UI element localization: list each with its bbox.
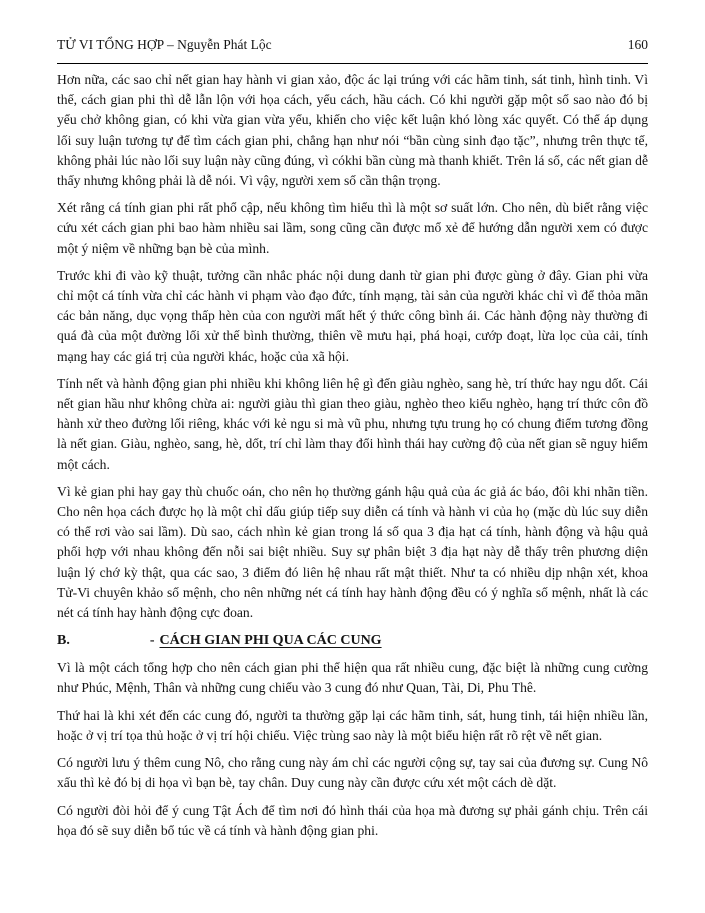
section-heading — [57, 630, 648, 651]
paragraph: Trước khi đi vào kỹ thuật, tưởng cần nhắc phác nội dung danh từ gian phi được gùng ở đây. Gian phi vừa chỉ một cá tính vừa chỉ các hành vi phạm vào đạo đức, tính mạng, tài sản của người khác chỉ vì để thỏa mãn các bản năng, dục vọng thấp hèn của con người mất hết ý thức công bình ái. Các hành động này thường đi quá đà của một đường lối xử thế bình thường, thiên về mưu hại, phá hoại, cướp đoạt, lừa lọc của cải, tính mạng hay các giá trị của người khác, hoặc của xã hội. — [57, 267, 648, 364]
paragraph: Có người đòi hỏi để ý cung Tật Ách để tìm nơi đó hình thái của họa mà đương sự phải gánh chịu. Trên cái họa đó sẽ suy diễn bổ túc về cá tính và hành động gian phi. — [57, 802, 648, 838]
paragraph: Vì là một cách tổng hợp cho nên cách gian phi thể hiện qua rất nhiều cung, đặc biệt là những cung cường như Phúc, Mệnh, Thân và những cung chiếu vào 3 cung đó như Quan, Tài, Di, Phu Thê. — [57, 660, 648, 696]
section-title: CÁCH GIAN PHI QUA CÁC CUNG — [159, 633, 382, 649]
paragraph: Vì kẻ gian phi hay gay thù chuốc oán, cho nên họ thường gánh hậu quả của ác giả ác báo, đôi khi nhãn tiền. Cho nên họa cách được họ là một chỉ dấu giúp tiếp suy diễn cá tính và hành vi của họ (mặc dù lúc suy diễn có thể rơi vào sai lầm). Dù sao, cách nhìn kẻ gian trong lá số qua 3 địa hạt cá tính, hành động và hậu quả phối hợp với nhau không đến nỗi sai biệt nhiều. Suy sự phân biệt 3 địa hạt này dễ thấy trên phương diện luận lý chớ kỳ thật, qua các sao, 3 điểm đó liên hệ nhau rất mật thiết. Như ta có nhiều dịp nhận xét, khoa Tử-Vi chuyên khảo số mệnh, cho nên những nét cá tính hay hành động đều có ý nghĩa số mệnh, nhất là các nét cá tính hay hành động cực đoan. — [57, 483, 648, 621]
page-header — [57, 36, 648, 54]
section-label: B. — [57, 633, 70, 649]
page-number: 160 — [627, 37, 648, 52]
paragraph: Có người lưu ý thêm cung Nô, cho rằng cung này ám chỉ các người cộng sự, tay sai của đương sự. Cung Nô xấu thì kẻ đó bị di họa vì bạn bè, tay chân. Duy cung này cần được cứu xét một cách dè dặt. — [57, 755, 648, 791]
header-divider — [57, 63, 648, 64]
paragraph: Thứ hai là khi xét đến các cung đó, người ta thường gặp lại các hãm tinh, sát, hung tinh, tái hiện nhiều lần, hoặc ở vị trí tọa thủ hoặc ở vị trí hội chiếu. Việc trùng sao này là một biểu hiện rất rõ rệt về nết gian. — [57, 707, 648, 743]
paragraph: Hơn nữa, các sao chỉ nết gian hay hành vi gian xảo, độc ác lại trúng với các hãm tinh, sát tinh, hình tinh. Vì thế, cách gian phi thì dễ lẫn lộn với họa cách, yểu cách, hầu cách. Có khi người gặp một số sao nào đó bị yểu chở không gian, có khi vừa gian vừa yểu, khiến cho việc kết luận khó lòng xác quyết. Có thể áp dụng lối suy luận tương tự để tìm cách gian phi, chẳng hạn như nói “bần cùng sinh đạo tặc”, nhưng trên thực tế, không phải lúc nào lối suy luận này cũng đúng, vì cókhi bần cùng mà thanh khiết. Trên lá số, các nết gian dễ thấy nhưng không phải là dễ nói. Vì vậy, người xem số cần thận trọng. — [57, 72, 648, 189]
paragraph: Xét rằng cá tính gian phi rất phổ cập, nếu không tìm hiểu thì là một sơ suất lớn. Cho nên, dù biết rằng việc cứu xét cách gian phi bao hàm nhiều sai lầm, song cũng cần được mổ xẻ để hướng dẫn người xem có được một ý niệm về những bạn bè của mình. — [57, 200, 648, 256]
paragraph: Tính nết và hành động gian phi nhiều khi không liên hệ gì đến giàu nghèo, sang hè, trí thức hay ngu dốt. Cái nết gian hầu như không chừa ai: người giàu thì gian theo giàu, nghèo theo kiểu nghèo, hạng trí thức côn đồ hành xử theo đường lối riêng, khác với kẻ ngu si mà vũ phu, nhưng tựu trung họ có chung điểm tương đồng là nết gian. Giàu, nghèo, sang, hè, dốt, trí chỉ làm thay đổi hình thái hay cường độ của nết gian sẽ nguy hiểm một cách. — [57, 375, 648, 472]
running-title: TỬ VI TỔNG HỢP – Nguyễn Phát Lộc — [57, 37, 272, 52]
section-separator: - — [149, 633, 155, 649]
